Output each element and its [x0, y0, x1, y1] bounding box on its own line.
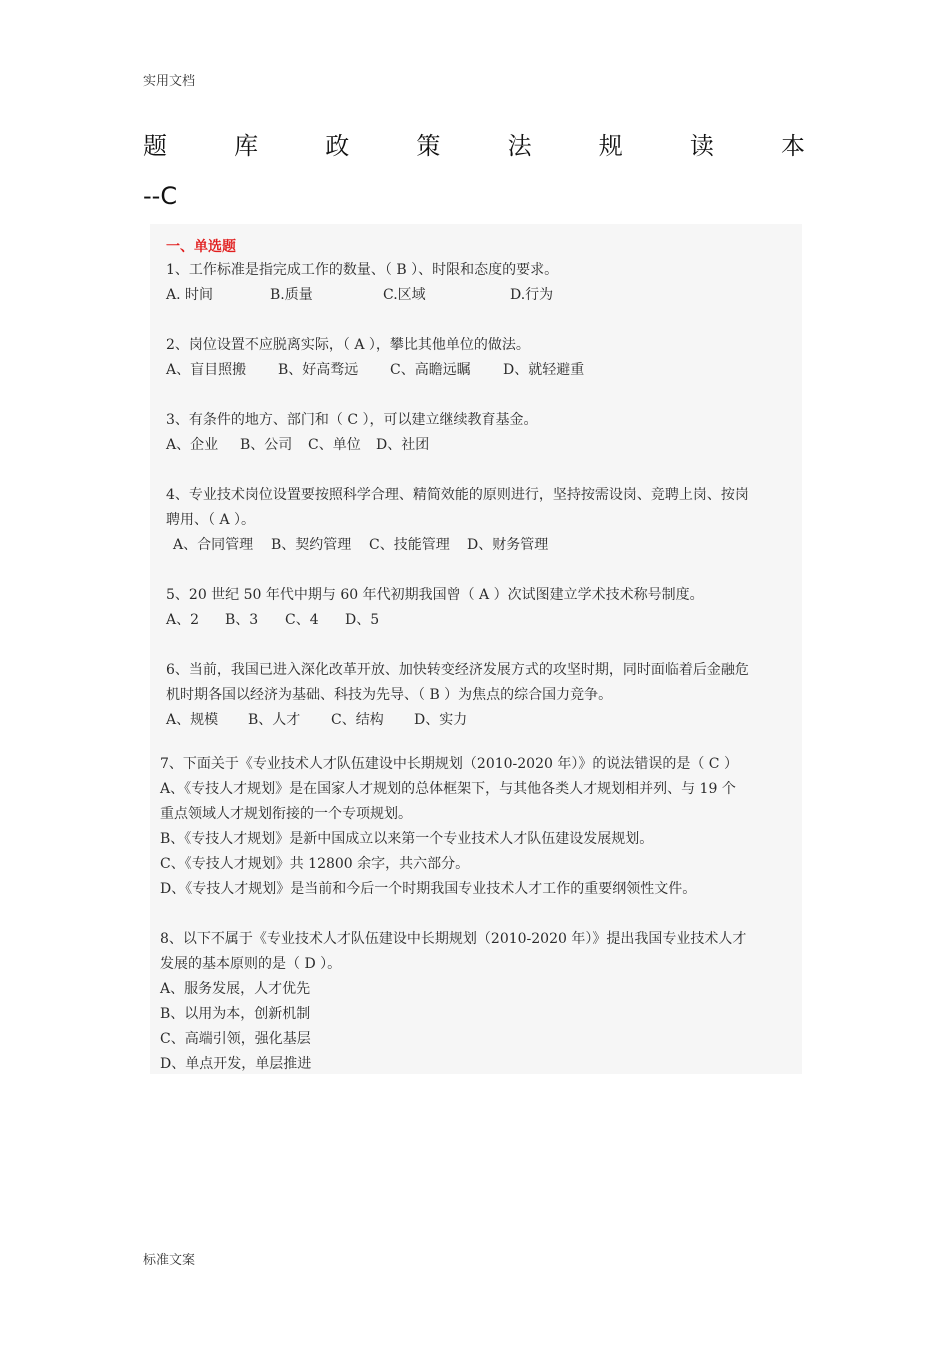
option-line: C、《专技人才规划》共 12800 余字，共六部分。 [160, 856, 470, 872]
question-text: 4、专业技术岗位设置要按照科学合理、精简效能的原则进行，坚持按需设岗、竞聘上岗、按岗 [166, 487, 749, 503]
title-char: 政 [325, 132, 350, 160]
question-text: 聘用、（ A ）。 [166, 512, 256, 528]
option-row [166, 283, 558, 308]
question-text: 1、工作标准是指完成工作的数量、（ B ）、时限和态度的要求。 [166, 262, 559, 278]
option: D、实力 [414, 712, 468, 728]
option-row [166, 708, 749, 733]
option: C、高瞻远瞩 [390, 362, 471, 378]
question-text: 5、20 世纪 50 年代中期与 60 年代初期我国曾（ A ）次试图建立学术技术称号制度。 [166, 587, 704, 603]
page-header: 实用文档 [143, 74, 196, 89]
option-row [166, 533, 749, 558]
title-suffix: --C [143, 182, 178, 210]
option: A、企业 [166, 437, 219, 453]
option: A、规模 [166, 712, 219, 728]
title-char: 法 [507, 132, 532, 160]
option: C、技能管理 [369, 537, 450, 553]
question-text: 发展的基本原则的是（ D ）。 [160, 956, 342, 972]
option: C、单位 [308, 437, 361, 453]
section-heading: 一、单选题 [166, 239, 236, 255]
option: C.区域 [383, 287, 426, 303]
title-char: 题 [143, 132, 167, 160]
option-line: D、《专技人才规划》是当前和今后一个时期我国专业技术人才工作的重要纲领性文件。 [160, 881, 697, 897]
question-text: 2、岗位设置不应脱离实际，（ A ），攀比其他单位的做法。 [166, 337, 530, 353]
title-char: 策 [416, 132, 441, 160]
question-7 [160, 752, 738, 902]
question-8 [160, 927, 746, 1077]
option: B、3 [225, 612, 259, 628]
title-char: 本 [780, 132, 805, 160]
question-2 [166, 333, 584, 383]
option: B、公司 [240, 437, 293, 453]
option: D、财务管理 [467, 537, 549, 553]
option-row [166, 608, 704, 633]
option: B、人才 [248, 712, 301, 728]
option: C、结构 [331, 712, 384, 728]
option: B、好高骛远 [278, 362, 359, 378]
option-row [166, 358, 584, 383]
title-char: 库 [234, 132, 259, 160]
question-text: 机时期各国以经济为基础、科技为先导、（ B ）为焦点的综合国力竞争。 [166, 687, 613, 703]
option-line: A、服务发展，人才优先 [160, 981, 311, 997]
question-3 [166, 408, 538, 458]
option-line: 重点领域人才规划衔接的一个专项规划。 [160, 806, 412, 822]
question-1 [166, 258, 558, 308]
question-4 [166, 483, 749, 558]
question-text: 6、当前，我国已进入深化改革开放、加快转变经济发展方式的攻坚时期，同时面临着后金融危 [166, 662, 749, 678]
option: A、合同管理 [173, 537, 254, 553]
option-row [166, 433, 538, 458]
option-line: B、以用为本，创新机制 [160, 1006, 311, 1022]
option: D、5 [345, 612, 380, 628]
question-text: 3、有条件的地方、部门和（ C ），可以建立继续教育基金。 [166, 412, 538, 428]
option-line: B、《专技人才规划》是新中国成立以来第一个专业技术人才队伍建设发展规划。 [160, 831, 654, 847]
question-text: 8、以下不属于《专业技术人才队伍建设中长期规划（2010-2020 年）》提出我国专业技术人才 [160, 931, 747, 947]
option: B、契约管理 [271, 537, 352, 553]
option: D、社团 [376, 437, 430, 453]
option-line: C、高端引领，强化基层 [160, 1031, 311, 1047]
page-title [143, 126, 805, 161]
option-line: A、《专技人才规划》是在国家人才规划的总体框架下，与其他各类人才规划相并列、与 19 个 [160, 781, 736, 797]
question-5 [166, 583, 704, 633]
option: D、就轻避重 [503, 362, 585, 378]
option: D.行为 [510, 287, 554, 303]
option: A. 时间 [166, 287, 214, 303]
title-char: 读 [689, 132, 714, 160]
option: A、盲目照搬 [166, 362, 247, 378]
question-6 [166, 658, 749, 733]
page-footer: 标准文案 [143, 1253, 196, 1268]
option: A、2 [166, 612, 200, 628]
option-line: D、单点开发，单层推进 [160, 1056, 312, 1072]
question-text: 7、下面关于《专业技术人才队伍建设中长期规划（2010-2020 年）》的说法错误的是（ C ） [160, 756, 738, 772]
title-char: 规 [598, 132, 623, 160]
option: C、4 [285, 612, 319, 628]
option: B.质量 [270, 287, 313, 303]
